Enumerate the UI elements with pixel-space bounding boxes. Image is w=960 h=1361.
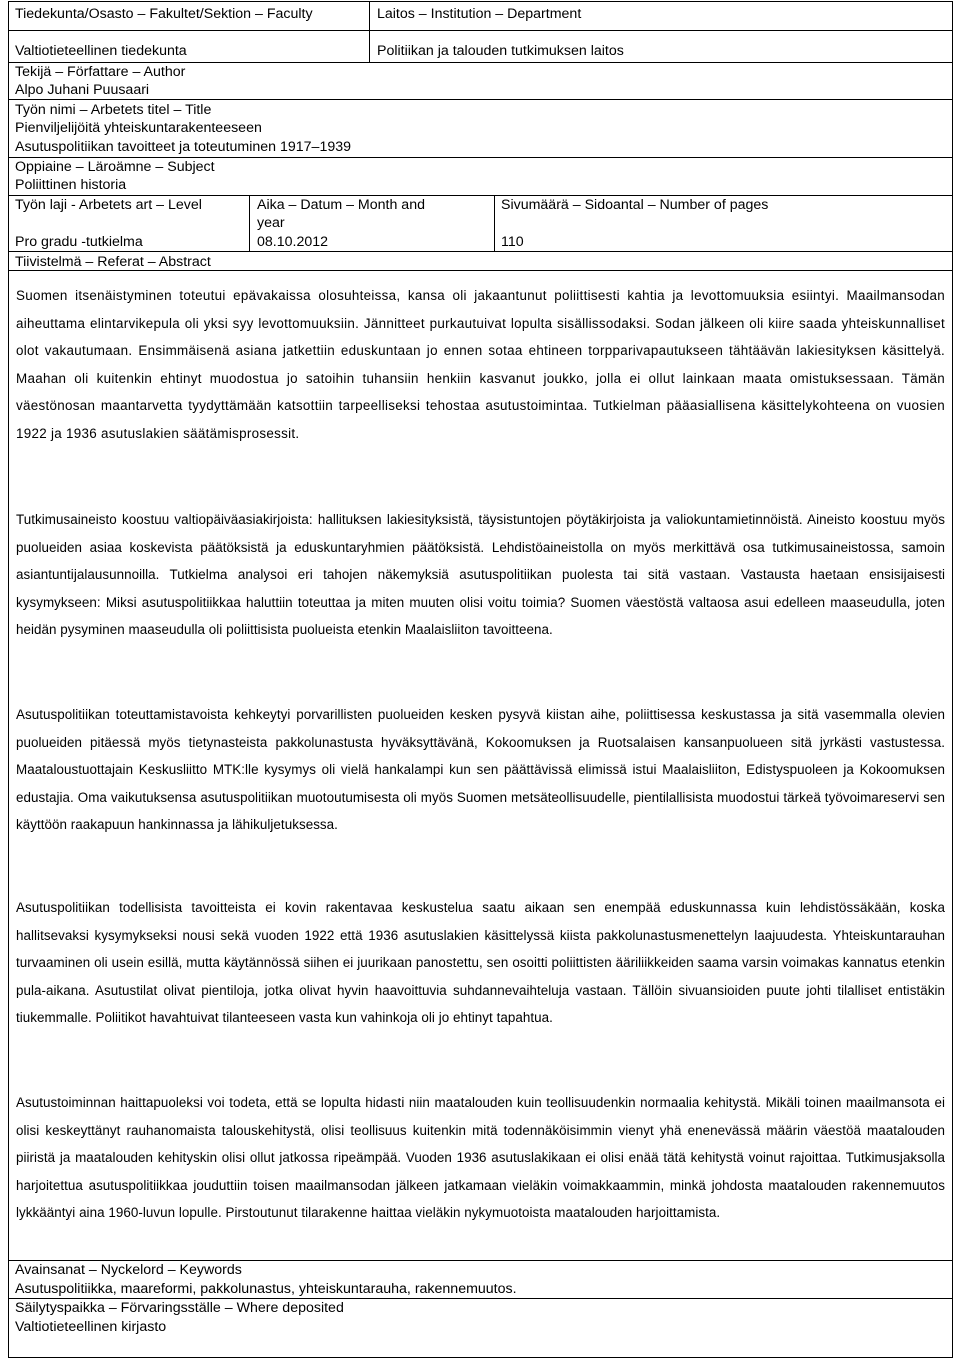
- date-label-line-2: year: [257, 215, 285, 231]
- keywords-label: Avainsanat – Nyckelord – Keywords: [15, 1262, 242, 1278]
- deposited-label: Säilytyspaikka – Förvaringsställe – Where deposited: [15, 1300, 344, 1316]
- deposited-value: Valtiotieteellinen kirjasto: [15, 1319, 167, 1335]
- abstract-paragraph-1: Suomen itsenäistyminen toteutui epävakaissa olosuhteissa, kansa oli jakaantunut poliittisesti kahtia ja levottomuuksia esiintyi. Maailmansodan aiheuttama elintarvikepula oli yksi syy levottomuuksiin. Jännitteet purkautuivat lopulta sisällissodaksi. Sodan jälkeen oli kiire saada yhteiskunnalliset olot vakautumaan. Ensimmäisenä asiana jatkettiin eduskuntaan jo ennen sotaa ehtineen torpparivapautukseen tähtäävän lakiesityksen käsittelyä. Maahan oli kuitenkin ehtinyt muodostua jo satoihin tuhansiin henkiin kasvanut joukko, jolla ei ollut lainkaan maata omistuksessaan. Tämän väestönosan maantarvetta tyydyttämään katsottiin tarpeelliseksi tehostaa asutustoimintaa. Tutkielman pääasiallisena käsittelykohteena on vuosien 1922 ja 1936 asutuslakien säätämisprosessit.: [16, 288, 945, 441]
- date-value: 08.10.2012: [257, 234, 329, 250]
- subject-value: Poliittinen historia: [15, 177, 127, 193]
- abstract-paragraph-4: Asutuspolitiikan todellisista tavoitteista ei kovin rakentavaa keskustelua saatu aikaan sen enempää eduskunnassa kuin lehdistössäkään, koska hallitsevaksi kysymykseksi nousi sekä vuoden 1922 että 1936 asutuslakien käsittelyssä kiista pakkolunastusmenettelyn laajuudesta. Yhteiskuntarauhan turvaaminen oli usein esillä, mutta käytännössä siihen ei juurikaan panostettu, sen osoitti poliittisten ääriliikkeiden saama varsin voimakas kannatus etenkin pula-aikana. Asutustilat olivat pientiloja, jotka olivat hyvin haavoittuvia suhdannevaihteluja vastaan. Tällöin sivuansioiden puute johti tilalliset entistäkin tiukemmalle. Poliitikot havahtuivat tilanteeseen vasta kun vahinkoja oli jo ehtinyt tapahtua.: [16, 900, 945, 1026]
- divider-level-column: [249, 195, 250, 251]
- pages-label: Sivumäärä – Sidoantal – Number of pages: [501, 197, 769, 213]
- abstract-paragraph-3: Asutuspolitiikan toteuttamistavoista kehkeytyi porvarillisten puolueiden kesken pysyvä kiistan aihe, poliittisessa keskustassa ja sitä vasemmalla olevien puolueiden pitäessä myös tietynasteista pakkolunastusta hyväksyttävänä, Kokoomuksen ja Ruotsalaisen kansanpuolueen sitä jyrkästi vastustessa. Maataloustuottajain Keskusliitto MTK:lle kysymys oli vielä hankalampi kun sen päättävissä elimissä istui Maalaisliiton, Edistyspuoleen ja Kokoomuksen edustajia. Oma vaikutuksensa asutuspolitiikan muotoutumisesta oli myös Suomen metsäteollisuudelle, pientilallisista muodostui tärkeä työvoimareservi sen käyttöön raakapuun hankinnassa ja lähikuljetuksessa.: [16, 707, 945, 833]
- department-label: Laitos – Institution – Department: [377, 6, 582, 22]
- subject-label: Oppiaine – Läroämne – Subject: [15, 159, 215, 175]
- author-value: Alpo Juhani Puusaari: [15, 82, 150, 98]
- divider-level: [8, 251, 953, 252]
- abstract-paragraph-2: Tutkimusaineisto koostuu valtiopäiväasiakirjoista: hallituksen lakiesityksistä, täysistuntojen pöytäkirjoista ja valiokuntamietinnöistä. Aineisto koostuu myös puolueiden asiaa koskevista päätöksistä ja eduskuntaryhmien päätöksistä. Lehdistöaineistolla on myös merkittävä osa tutkimusaineistossa, samoin asiantuntijalausunnoilla. Tutkielma analysoi eri tahojen näkemyksiä asutuspolitiikan puolesta tai sitä vastaan. Vastausta haetaan ensisijaisesti kysymykseen: Miksi asutuspolitiikkaa haluttiin toteuttaa ja miten muuten olisi voitu toimia? Suomen väestöstä valtaosa asui edelleen maaseudulla, joten heidän pysyminen maaseudulla oli poliittisista puolueista etenkin Maalaisliiton tavoitteena.: [16, 512, 945, 638]
- keywords-value: Asutuspolitiikka, maareformi, pakkolunastus, yhteiskuntarauha, rakennemuutos.: [15, 1281, 517, 1297]
- title-line-2: Asutuspolitiikan tavoitteet ja toteutuminen 1917–1939: [15, 139, 352, 155]
- divider-faculty-column: [369, 1, 370, 62]
- date-label-line-1: Aika – Datum – Month and: [257, 197, 425, 213]
- abstract-label: Tiivistelmä – Referat – Abstract: [15, 254, 211, 270]
- department-value: Politiikan ja talouden tutkimuksen laitos: [377, 43, 624, 59]
- divider-header-bottom: [8, 30, 953, 31]
- title-line-1: Pienviljelijöitä yhteiskuntarakenteeseen: [15, 120, 262, 136]
- title-label: Työn nimi – Arbetets titel – Title: [15, 102, 212, 118]
- author-label: Tekijä – Författare – Author: [15, 64, 186, 80]
- abstract-paragraph-5: Asutustoiminnan haittapuoleksi voi todeta, että se lopulta hidasti niin maatalouden kuin teollisuudenkin normaalia kehitystä. Mikäli toinen maailmansota ei olisi keskeyttänyt rauhanomaista talouskehitystä, olisi teollisuus kuitenkin mitä todennäköisimmin vienyt yhä enenevässä määrin väestöä maatalouden piiristä ja maatalouden kehityskin olisi ollut jatkossa ripeämpää. Vuoden 1936 asutuslakikaan ei olisi enää tätä kehitystä voinut rajoittaa. Tutkimusjaksolla harjoitettua asutuspolitiikkaa jouduttiin toisen maailmansodan jälkeen jatkamaan vieläkin voimakkaammin, minkä johdosta maatalouden rakennemuutos lykkääntyi aina 1960-luvun lopulle. Pirstoutunut tilarakenne haittaa vieläkin nykymuotoista maatalouden harjoittamista.: [16, 1095, 945, 1221]
- level-label: Työn laji - Arbetets art – Level: [15, 197, 202, 213]
- pages-value: 110: [501, 234, 524, 250]
- divider-date-column: [494, 195, 495, 251]
- level-value: Pro gradu -tutkielma: [15, 234, 143, 250]
- divider-author: [8, 99, 953, 100]
- faculty-label: Tiedekunta/Osasto – Fakultet/Sektion – Faculty: [15, 6, 313, 22]
- faculty-value: Valtiotieteellinen tiedekunta: [15, 43, 187, 59]
